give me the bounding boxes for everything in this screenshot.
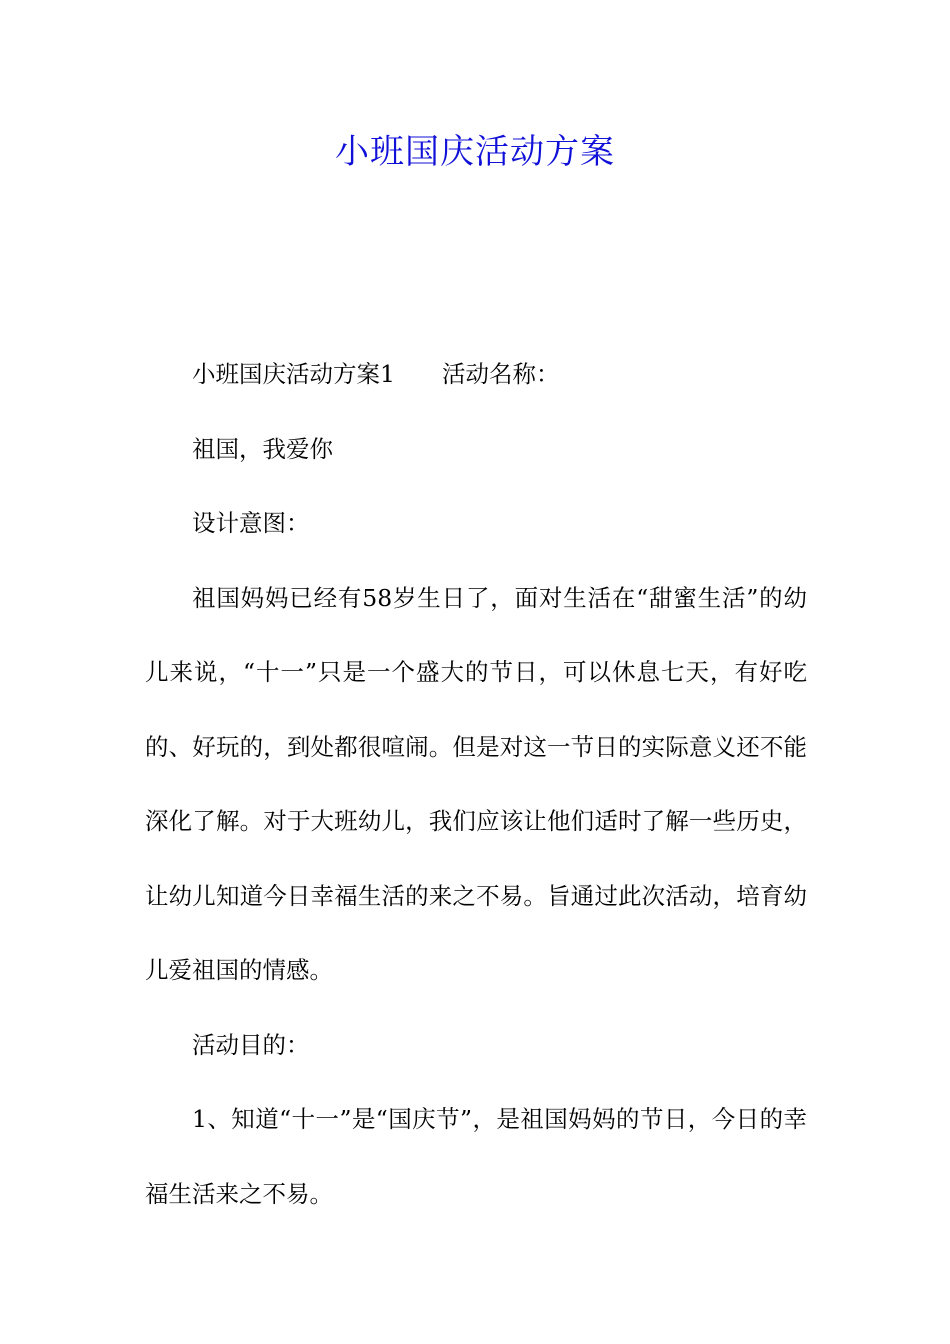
paragraph-design-intent-body: 祖国妈妈已经有58岁生日了，面对生活在“甜蜜生活”的幼儿来说，“十一”只是一个盛大的节日，可以休息七天，有好吃的、好玩的，到处都很喧闹。但是对这一节日的实际意义还不能深化了解。对于大班幼儿，我们应该让他们适时了解一些历史，让幼儿知道今日幸福生活的来之不易。旨通过此次活动，培育幼儿爱祖国的情感。 bbox=[145, 583, 807, 984]
document-body bbox=[145, 337, 807, 1231]
document-title: 小班国庆活动方案 bbox=[335, 132, 615, 172]
paragraph-activity-title: 祖国，我爱你 bbox=[192, 434, 333, 463]
paragraph-objective-1: 1、知道“十一”是“国庆节”，是祖国妈妈的节日，今日的幸福生活来之不易。 bbox=[145, 1105, 807, 1208]
paragraph-design-intent-heading: 设计意图： bbox=[192, 509, 310, 537]
paragraph-objectives-heading: 活动目的： bbox=[192, 1030, 310, 1059]
paragraph-activity-name: 小班国庆活动方案1 活动名称： bbox=[192, 360, 560, 388]
